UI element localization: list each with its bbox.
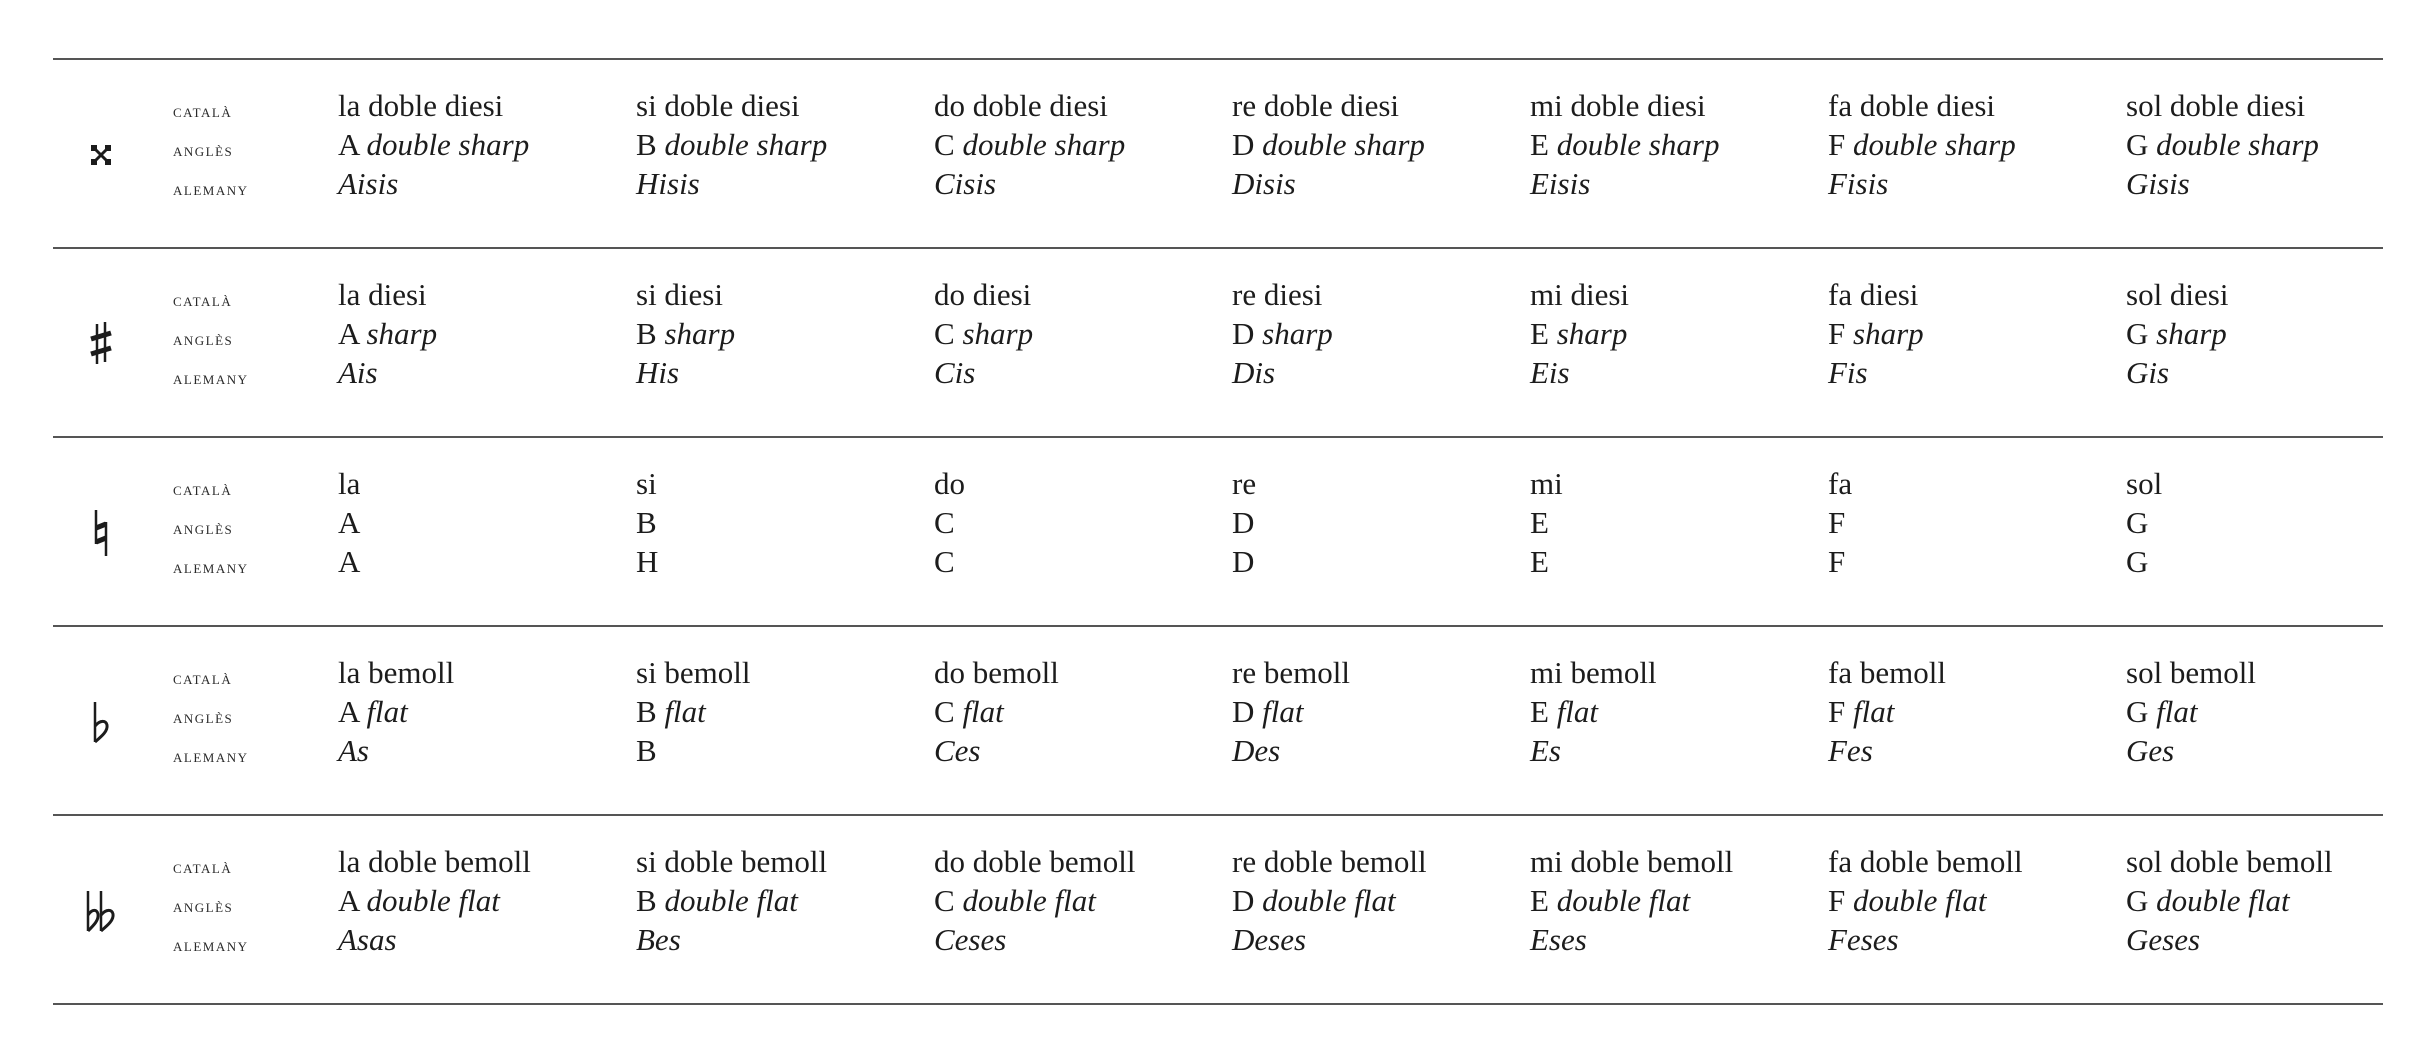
english-accidental: flat	[962, 694, 1004, 729]
note-cell	[2126, 86, 2426, 203]
language-labels	[173, 470, 303, 587]
english-accidental: double flat	[664, 883, 798, 918]
english-accidental: double flat	[1853, 883, 1987, 918]
english-name	[2126, 314, 2426, 353]
english-name	[1530, 692, 1830, 731]
english-letter: A	[338, 505, 361, 540]
catalan-name: mi bemoll	[1530, 655, 1657, 690]
english-accidental: double sharp	[1556, 127, 1720, 162]
english-letter: D	[1232, 883, 1255, 918]
german-name: G	[2126, 544, 2149, 579]
note-cell	[2126, 464, 2426, 581]
english-letter: A	[338, 316, 359, 351]
table-row-double-sharp	[53, 58, 2383, 247]
german-name: Ges	[2126, 733, 2175, 768]
english-letter: F	[1828, 883, 1846, 918]
catalan-name: re doble bemoll	[1232, 844, 1427, 879]
lang-label-german: alemany	[173, 179, 249, 200]
english-letter: D	[1232, 316, 1255, 351]
note-cell	[934, 842, 1234, 959]
english-letter: B	[636, 883, 657, 918]
english-name	[636, 881, 936, 920]
english-letter: A	[338, 883, 359, 918]
note-cell	[1828, 275, 2128, 392]
german-name: Cisis	[934, 166, 997, 201]
table-row-sharp	[53, 247, 2383, 436]
note-cell	[1530, 86, 1830, 203]
english-name	[1828, 314, 2128, 353]
english-letter: C	[934, 883, 955, 918]
note-cell	[636, 842, 936, 959]
german-name: His	[636, 355, 680, 390]
catalan-name: fa bemoll	[1828, 655, 1946, 690]
german-name: Geses	[2126, 922, 2201, 957]
note-cell	[1828, 86, 2128, 203]
german-name: Asas	[338, 922, 397, 957]
english-letter: C	[934, 316, 955, 351]
english-letter: D	[1232, 505, 1255, 540]
catalan-name: sol doble bemoll	[2126, 844, 2333, 879]
note-cell	[636, 86, 936, 203]
german-name: Feses	[1828, 922, 1899, 957]
note-cell	[1530, 275, 1830, 392]
english-letter: E	[1530, 694, 1549, 729]
english-accidental: sharp	[2156, 316, 2227, 351]
english-name	[1530, 503, 1830, 542]
catalan-name: si	[636, 466, 657, 501]
catalan-name: la	[338, 466, 361, 501]
english-name	[934, 503, 1234, 542]
note-cell	[1232, 842, 1532, 959]
german-name: Eses	[1530, 922, 1587, 957]
english-name	[2126, 881, 2426, 920]
english-name	[1232, 881, 1532, 920]
english-name	[1530, 125, 1830, 164]
german-name: F	[1828, 544, 1846, 579]
english-accidental: double sharp	[962, 127, 1126, 162]
note-cell	[338, 842, 638, 959]
catalan-name: la bemoll	[338, 655, 455, 690]
catalan-name: mi	[1530, 466, 1563, 501]
english-letter: B	[636, 694, 657, 729]
german-name: Bes	[636, 922, 681, 957]
english-name	[1232, 314, 1532, 353]
english-accidental: flat	[664, 694, 706, 729]
note-cell	[1530, 842, 1830, 959]
lang-label-german: alemany	[173, 746, 249, 767]
table-row-double-flat	[53, 814, 2383, 1005]
english-letter: F	[1828, 127, 1846, 162]
english-accidental: sharp	[664, 316, 736, 351]
note-cell	[934, 86, 1234, 203]
english-accidental: flat	[2156, 694, 2198, 729]
catalan-name: re doble diesi	[1232, 88, 1400, 123]
english-letter: D	[1232, 694, 1255, 729]
english-name	[1530, 881, 1830, 920]
english-accidental: sharp	[962, 316, 1034, 351]
note-cell	[1232, 464, 1532, 581]
english-accidental: double sharp	[1262, 127, 1425, 162]
english-letter: A	[338, 127, 359, 162]
english-name	[1828, 125, 2128, 164]
german-name: Fisis	[1828, 166, 1889, 201]
lang-label-english: anglès	[173, 329, 234, 350]
english-letter: A	[338, 694, 359, 729]
note-cell	[1530, 464, 1830, 581]
english-name	[1530, 314, 1830, 353]
english-name	[338, 881, 638, 920]
catalan-name: do	[934, 466, 965, 501]
english-letter: G	[2126, 694, 2149, 729]
table-row-flat	[53, 625, 2383, 814]
english-letter: B	[636, 127, 657, 162]
natural-icon	[81, 438, 121, 627]
german-name: Ceses	[934, 922, 1007, 957]
english-letter: E	[1530, 883, 1549, 918]
english-name	[1828, 881, 2128, 920]
german-name: Deses	[1232, 922, 1307, 957]
catalan-name: si diesi	[636, 277, 723, 312]
catalan-name: sol doble diesi	[2126, 88, 2306, 123]
english-name	[1828, 503, 2128, 542]
english-letter: B	[636, 316, 657, 351]
german-name: Cis	[934, 355, 976, 390]
english-letter: G	[2126, 505, 2149, 540]
german-name: A	[338, 544, 361, 579]
language-labels	[173, 281, 303, 398]
english-name	[2126, 692, 2426, 731]
german-name: B	[636, 733, 657, 768]
english-accidental: double flat	[962, 883, 1096, 918]
note-cell	[2126, 653, 2426, 770]
flat-icon	[81, 627, 121, 816]
english-letter: C	[934, 505, 955, 540]
lang-label-catalan: català	[173, 290, 233, 311]
english-name	[1232, 125, 1532, 164]
note-cell	[636, 653, 936, 770]
english-accidental: double sharp	[2156, 127, 2319, 162]
german-name: Gisis	[2126, 166, 2190, 201]
german-name: D	[1232, 544, 1255, 579]
english-letter: E	[1530, 316, 1549, 351]
catalan-name: sol diesi	[2126, 277, 2229, 312]
german-name: Aisis	[338, 166, 399, 201]
lang-label-catalan: català	[173, 668, 233, 689]
german-name: As	[338, 733, 369, 768]
english-name	[338, 314, 638, 353]
english-accidental: flat	[1262, 694, 1304, 729]
lang-label-german: alemany	[173, 557, 249, 578]
english-accidental: double flat	[1262, 883, 1396, 918]
catalan-name: re bemoll	[1232, 655, 1350, 690]
english-accidental: flat	[366, 694, 408, 729]
catalan-name: mi diesi	[1530, 277, 1630, 312]
german-name: Ces	[934, 733, 981, 768]
english-letter: G	[2126, 883, 2149, 918]
catalan-name: fa doble diesi	[1828, 88, 1996, 123]
note-cell	[1828, 653, 2128, 770]
catalan-name: re diesi	[1232, 277, 1323, 312]
german-name: Fes	[1828, 733, 1873, 768]
english-name	[636, 503, 936, 542]
german-name: Eis	[1530, 355, 1570, 390]
english-letter: E	[1530, 127, 1549, 162]
lang-label-catalan: català	[173, 857, 233, 878]
lang-label-german: alemany	[173, 935, 249, 956]
catalan-name: sol bemoll	[2126, 655, 2257, 690]
english-accidental: sharp	[1556, 316, 1628, 351]
english-name	[636, 692, 936, 731]
english-name	[934, 881, 1234, 920]
english-letter: F	[1828, 316, 1846, 351]
english-letter: C	[934, 127, 955, 162]
english-letter: C	[934, 694, 955, 729]
language-labels	[173, 848, 303, 965]
note-cell	[338, 275, 638, 392]
lang-label-catalan: català	[173, 479, 233, 500]
catalan-name: re	[1232, 466, 1257, 501]
note-cell	[1828, 842, 2128, 959]
english-name	[636, 314, 936, 353]
german-name: Ais	[338, 355, 378, 390]
catalan-name: mi doble diesi	[1530, 88, 1706, 123]
note-cell	[636, 464, 936, 581]
catalan-name: do doble bemoll	[934, 844, 1136, 879]
english-letter: B	[636, 505, 657, 540]
note-cell	[2126, 842, 2426, 959]
double-sharp-icon	[81, 60, 121, 249]
language-labels	[173, 92, 303, 209]
english-accidental: flat	[1556, 694, 1599, 729]
english-accidental: sharp	[1262, 316, 1333, 351]
english-name	[338, 692, 638, 731]
note-cell	[338, 464, 638, 581]
catalan-name: fa doble bemoll	[1828, 844, 2023, 879]
catalan-name: si doble diesi	[636, 88, 800, 123]
catalan-name: mi doble bemoll	[1530, 844, 1734, 879]
lang-label-german: alemany	[173, 368, 249, 389]
lang-label-english: anglès	[173, 518, 234, 539]
note-cell	[1232, 86, 1532, 203]
english-name	[1232, 692, 1532, 731]
table-row-natural	[53, 436, 2383, 625]
catalan-name: la diesi	[338, 277, 427, 312]
german-name: E	[1530, 544, 1549, 579]
german-name: Disis	[1232, 166, 1296, 201]
english-name	[338, 503, 638, 542]
english-accidental: flat	[1853, 694, 1895, 729]
language-labels	[173, 659, 303, 776]
catalan-name: la doble bemoll	[338, 844, 531, 879]
english-letter: E	[1530, 505, 1549, 540]
english-name	[934, 125, 1234, 164]
german-name: Es	[1530, 733, 1561, 768]
note-cell	[934, 653, 1234, 770]
english-name	[1232, 503, 1532, 542]
note-cell	[338, 86, 638, 203]
german-name: H	[636, 544, 659, 579]
double-flat-icon	[81, 816, 121, 1005]
catalan-name: do bemoll	[934, 655, 1059, 690]
lang-label-english: anglès	[173, 140, 234, 161]
english-name	[338, 125, 638, 164]
english-accidental: double sharp	[1853, 127, 2016, 162]
english-name	[2126, 125, 2426, 164]
catalan-name: do doble diesi	[934, 88, 1108, 123]
english-accidental: double sharp	[366, 127, 530, 162]
english-accidental: double flat	[366, 883, 500, 918]
english-letter: D	[1232, 127, 1255, 162]
note-cell	[1530, 653, 1830, 770]
note-cell	[1828, 464, 2128, 581]
english-accidental: double sharp	[664, 127, 828, 162]
german-name: C	[934, 544, 955, 579]
german-name: Hisis	[636, 166, 700, 201]
english-name	[2126, 503, 2426, 542]
note-cell	[1232, 275, 1532, 392]
english-letter: G	[2126, 127, 2149, 162]
english-accidental: sharp	[366, 316, 438, 351]
lang-label-english: anglès	[173, 707, 234, 728]
german-name: Dis	[1232, 355, 1276, 390]
english-accidental: double flat	[1556, 883, 1691, 918]
lang-label-english: anglès	[173, 896, 234, 917]
german-name: Fis	[1828, 355, 1868, 390]
catalan-name: do diesi	[934, 277, 1032, 312]
english-name	[1828, 692, 2128, 731]
catalan-name: si doble bemoll	[636, 844, 828, 879]
english-letter: F	[1828, 505, 1846, 540]
catalan-name: fa diesi	[1828, 277, 1919, 312]
german-name: Eisis	[1530, 166, 1591, 201]
catalan-name: sol	[2126, 466, 2163, 501]
note-cell	[1232, 653, 1532, 770]
catalan-name: la doble diesi	[338, 88, 504, 123]
note-cell	[934, 464, 1234, 581]
german-name: Des	[1232, 733, 1281, 768]
english-name	[636, 125, 936, 164]
note-cell	[2126, 275, 2426, 392]
sharp-icon	[81, 249, 121, 438]
note-names-table	[53, 58, 2383, 1005]
english-name	[934, 692, 1234, 731]
english-name	[934, 314, 1234, 353]
catalan-name: fa	[1828, 466, 1853, 501]
english-accidental: sharp	[1853, 316, 1924, 351]
german-name: Gis	[2126, 355, 2170, 390]
english-letter: G	[2126, 316, 2149, 351]
english-accidental: double flat	[2156, 883, 2290, 918]
note-cell	[934, 275, 1234, 392]
note-cell	[338, 653, 638, 770]
lang-label-catalan: català	[173, 101, 233, 122]
english-letter: F	[1828, 694, 1846, 729]
note-cell	[636, 275, 936, 392]
catalan-name: si bemoll	[636, 655, 751, 690]
